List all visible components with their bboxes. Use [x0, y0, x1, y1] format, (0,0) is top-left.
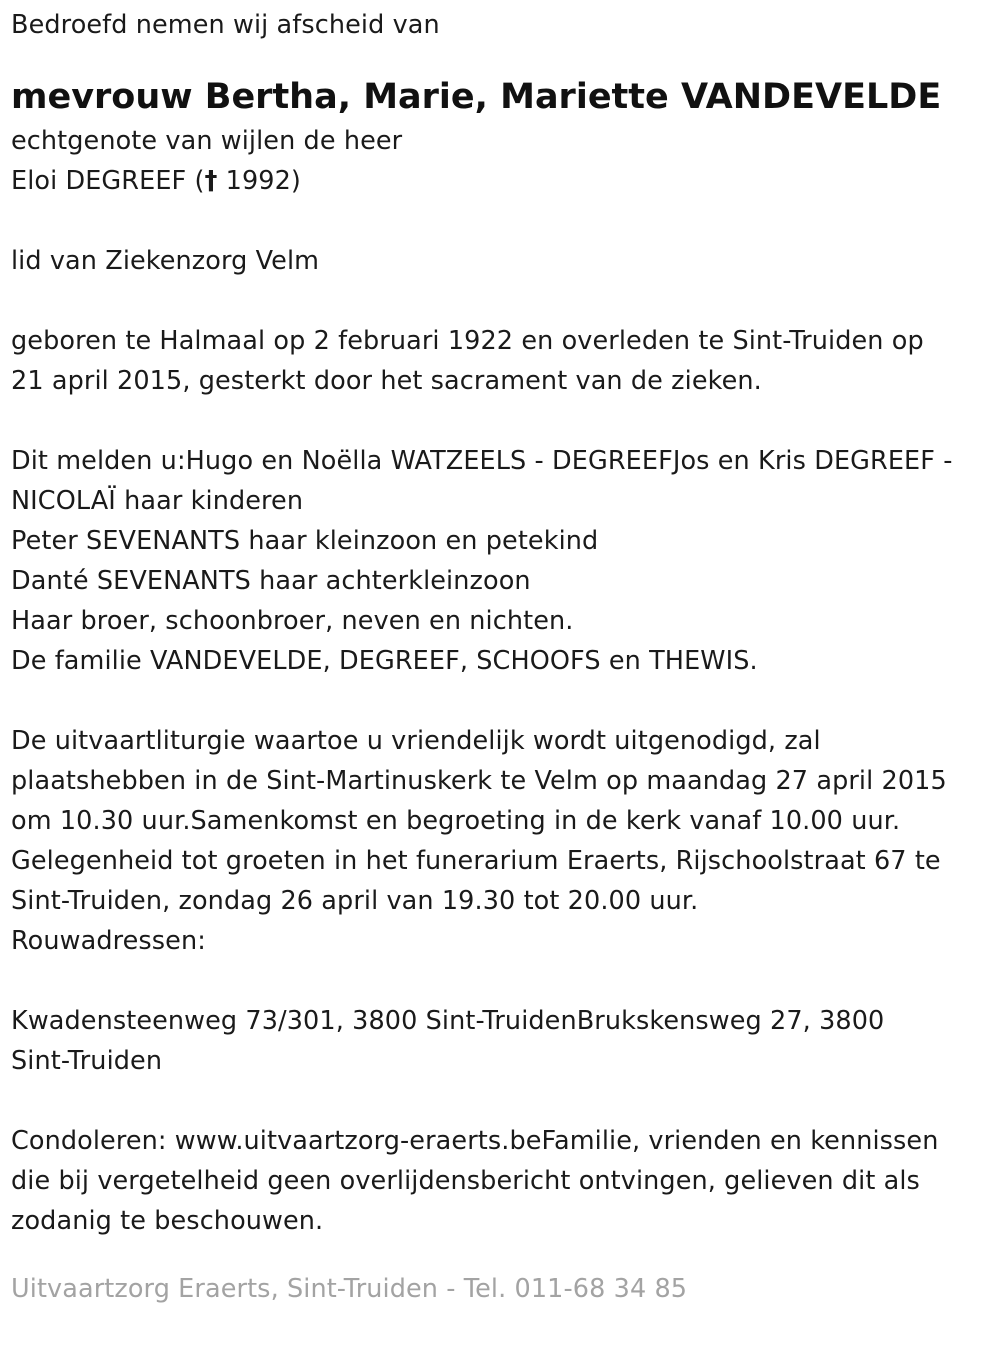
- spacer: [11, 1081, 980, 1121]
- spacer: [11, 401, 980, 441]
- spouse-line-1: echtgenote van wijlen de heer: [11, 126, 403, 156]
- spacer: [11, 201, 980, 241]
- announcer-line: NICOLAÏ haar kinderen: [11, 486, 304, 516]
- condolence-line: Condoleren: www.uitvaartzorg-eraerts.beFamilie, vrienden en kennissen: [11, 1126, 939, 1156]
- funeral-home-footer: Uitvaartzorg Eraerts, Sint-Truiden - Tel. 011-68 34 85: [11, 1274, 688, 1304]
- spouse-name: Eloi DEGREEF (: [11, 166, 205, 196]
- ceremony-line: plaatshebben in de Sint-Martinuskerk te Velm op maandag 27 april 2015: [11, 766, 947, 796]
- ceremony-line: Gelegenheid tot groeten in het funerarium Eraerts, Rijschoolstraat 67 te: [11, 846, 941, 876]
- spacer: [11, 961, 980, 1001]
- announcer-line: Dit melden u:Hugo en Noëlla WATZEELS - DEGREEFJos en Kris DEGREEF -: [11, 446, 953, 476]
- address-line: Kwadensteenweg 73/301, 3800 Sint-TruidenBrukskensweg 27, 3800: [11, 1006, 885, 1036]
- condolence-line: zodanig te beschouwen.: [11, 1206, 324, 1236]
- birth-death-line: geboren te Halmaal op 2 februari 1922 en overleden te Sint-Truiden op: [11, 326, 924, 356]
- spouse-line-2: [11, 161, 980, 201]
- announcer-line: De familie VANDEVELDE, DEGREEF, SCHOOFS en THEWIS.: [11, 646, 758, 676]
- spouse-death-year: 1992): [217, 166, 301, 196]
- announcer-line: Peter SEVENANTS haar kleinzoon en petekind: [11, 526, 599, 556]
- spacer: [11, 281, 980, 321]
- birth-death-line: 21 april 2015, gesterkt door het sacrament van de zieken.: [11, 366, 762, 396]
- membership-text: lid van Ziekenzorg Velm: [11, 246, 320, 276]
- deceased-name: mevrouw Bertha, Marie, Mariette VANDEVELDE: [11, 77, 942, 117]
- address-line: Sint-Truiden: [11, 1046, 163, 1076]
- ceremony-line: Rouwadressen:: [11, 926, 206, 956]
- announcer-line: Danté SEVENANTS haar achterkleinzoon: [11, 566, 531, 596]
- spacer: [11, 681, 980, 721]
- ceremony-line: om 10.30 uur.Samenkomst en begroeting in de kerk vanaf 10.00 uur.: [11, 806, 901, 836]
- condolence-line: die bij vergetelheid geen overlijdensbericht ontvingen, gelieven dit als: [11, 1166, 920, 1196]
- intro-text: Bedroefd nemen wij afscheid van: [11, 10, 440, 40]
- ceremony-line: Sint-Truiden, zondag 26 april van 19.30 tot 20.00 uur.: [11, 886, 699, 916]
- cross-icon: †: [204, 166, 218, 196]
- announcer-line: Haar broer, schoonbroer, neven en nichten.: [11, 606, 574, 636]
- obituary-notice: [0, 5, 1000, 1355]
- ceremony-line: De uitvaartliturgie waartoe u vriendelijk wordt uitgenodigd, zal: [11, 726, 821, 756]
